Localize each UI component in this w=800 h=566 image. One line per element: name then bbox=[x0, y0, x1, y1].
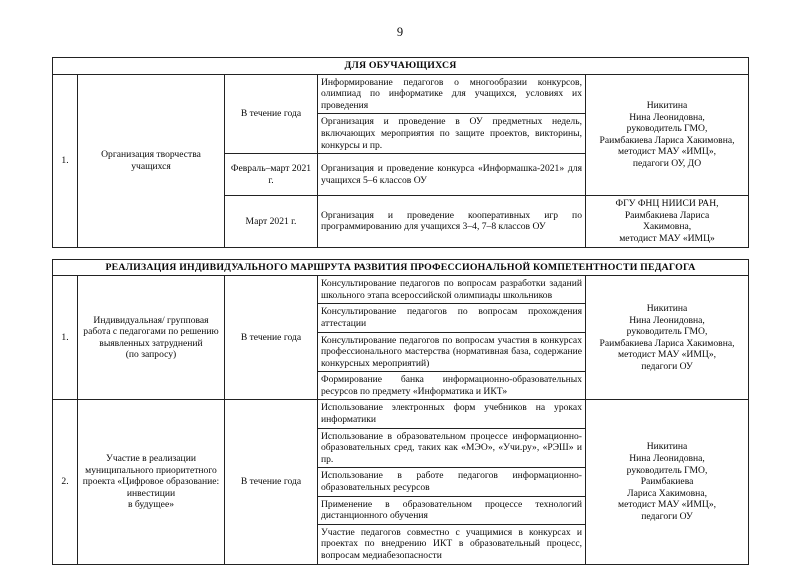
content-cell: Использование в образовательном процессе информационно-образовательных сред, таких как «МЭО», «Учи.ру», «РЭШ» и пр. bbox=[318, 428, 586, 468]
section-band-row-teacher-route bbox=[53, 259, 749, 276]
term-cell: В течение года bbox=[225, 276, 318, 400]
responsible-cell: Никитина Нина Леонидовна, руководитель ГМО, Раимбакиева Лариса Хакимовна, методист МАУ «ИМЦ», педагоги ОУ, ДО bbox=[586, 74, 749, 196]
row-number-cell: 1. bbox=[53, 276, 78, 400]
content-cell: Консультирование педагогов по вопросам участия в конкурсах профессионального мастерства (нормативная база, содержание конкурсных мероприятий) bbox=[318, 332, 586, 372]
term-cell: Февраль–март 2021 г. bbox=[225, 154, 318, 196]
term-cell: В течение года bbox=[225, 74, 318, 154]
content-cell: Организация и проведение конкурса «Информашка-2021» для учащихся 5–6 классов ОУ bbox=[318, 154, 586, 196]
content-cell: Формирование банка информационно-образовательных ресурсов по предмету «Информатика и ИКТ» bbox=[318, 372, 586, 400]
responsible-cell: ФГУ ФНЦ НИИСИ РАН, Раимбакиева Лариса Хакимовна, методист МАУ «ИМЦ» bbox=[586, 196, 749, 247]
responsible-cell: Никитина Нина Леонидовна, руководитель ГМО, Раимбакиева Лариса Хакимовна, методист МАУ «ИМЦ», педагоги ОУ bbox=[586, 400, 749, 564]
row-number-cell: 1. bbox=[53, 74, 78, 247]
direction-cell: Участие в реализации муниципального приоритетного проекта «Цифровое образование: инвестиции в будущее» bbox=[78, 400, 225, 564]
section-band-row-students bbox=[53, 58, 749, 75]
direction-cell: Индивидуальная/ групповая работа с педагогами по решению выявленных затруднений (по запросу) bbox=[78, 276, 225, 400]
table-row bbox=[53, 400, 749, 428]
content-cell: Информирование педагогов о многообразии конкурсов, олимпиад по информатике для учащихся, условиях их проведения bbox=[318, 74, 586, 114]
table-gap bbox=[53, 247, 749, 259]
content-cell: Использование в работе педагогов информационно-образовательных ресурсов bbox=[318, 468, 586, 496]
term-cell: В течение года bbox=[225, 400, 318, 564]
term-cell: Март 2021 г. bbox=[225, 196, 318, 247]
content-cell: Консультирование педагогов по вопросам разработки заданий школьного этапа всероссийской олимпиады школьников bbox=[318, 276, 586, 304]
row-number-cell: 2. bbox=[53, 400, 78, 564]
direction-cell: Организация творчества учащихся bbox=[78, 74, 225, 247]
content-cell: Консультирование педагогов по вопросам прохождения аттестации bbox=[318, 304, 586, 332]
table-gap-row bbox=[53, 247, 749, 259]
content-cell: Организация и проведение кооперативных игр по программированию для учащихся 3–4, 7–8 классов ОУ bbox=[318, 196, 586, 247]
work-plan-table bbox=[52, 57, 749, 565]
content-cell: Организация и проведение в ОУ предметных недель, включающих мероприятия по защите проектов, викторины, конкурсы и пр. bbox=[318, 114, 586, 154]
section-band-students: ДЛЯ ОБУЧАЮЩИХСЯ bbox=[53, 58, 749, 75]
table-row bbox=[53, 74, 749, 114]
content-cell: Использование электронных форм учебников на уроках информатики bbox=[318, 400, 586, 428]
content-cell: Участие педагогов совместно с учащимися в конкурсах и проектах по внедрению ИКТ в образовательный процесс, вопросам медиабезопасности bbox=[318, 524, 586, 564]
section-band-teacher-route: РЕАЛИЗАЦИЯ ИНДИВИДУАЛЬНОГО МАРШРУТА РАЗВИТИЯ ПРОФЕССИОНАЛЬНОЙ КОМПЕТЕНТНОСТИ ПЕДАГОГА bbox=[53, 259, 749, 276]
page-number: 9 bbox=[396, 25, 404, 39]
content-cell: Применение в образовательном процессе технологий дистанционного обучения bbox=[318, 496, 586, 524]
table-row bbox=[53, 276, 749, 304]
responsible-cell: Никитина Нина Леонидовна, руководитель ГМО, Раимбакиева Лариса Хакимовна, методист МАУ «ИМЦ», педагоги ОУ bbox=[586, 276, 749, 400]
